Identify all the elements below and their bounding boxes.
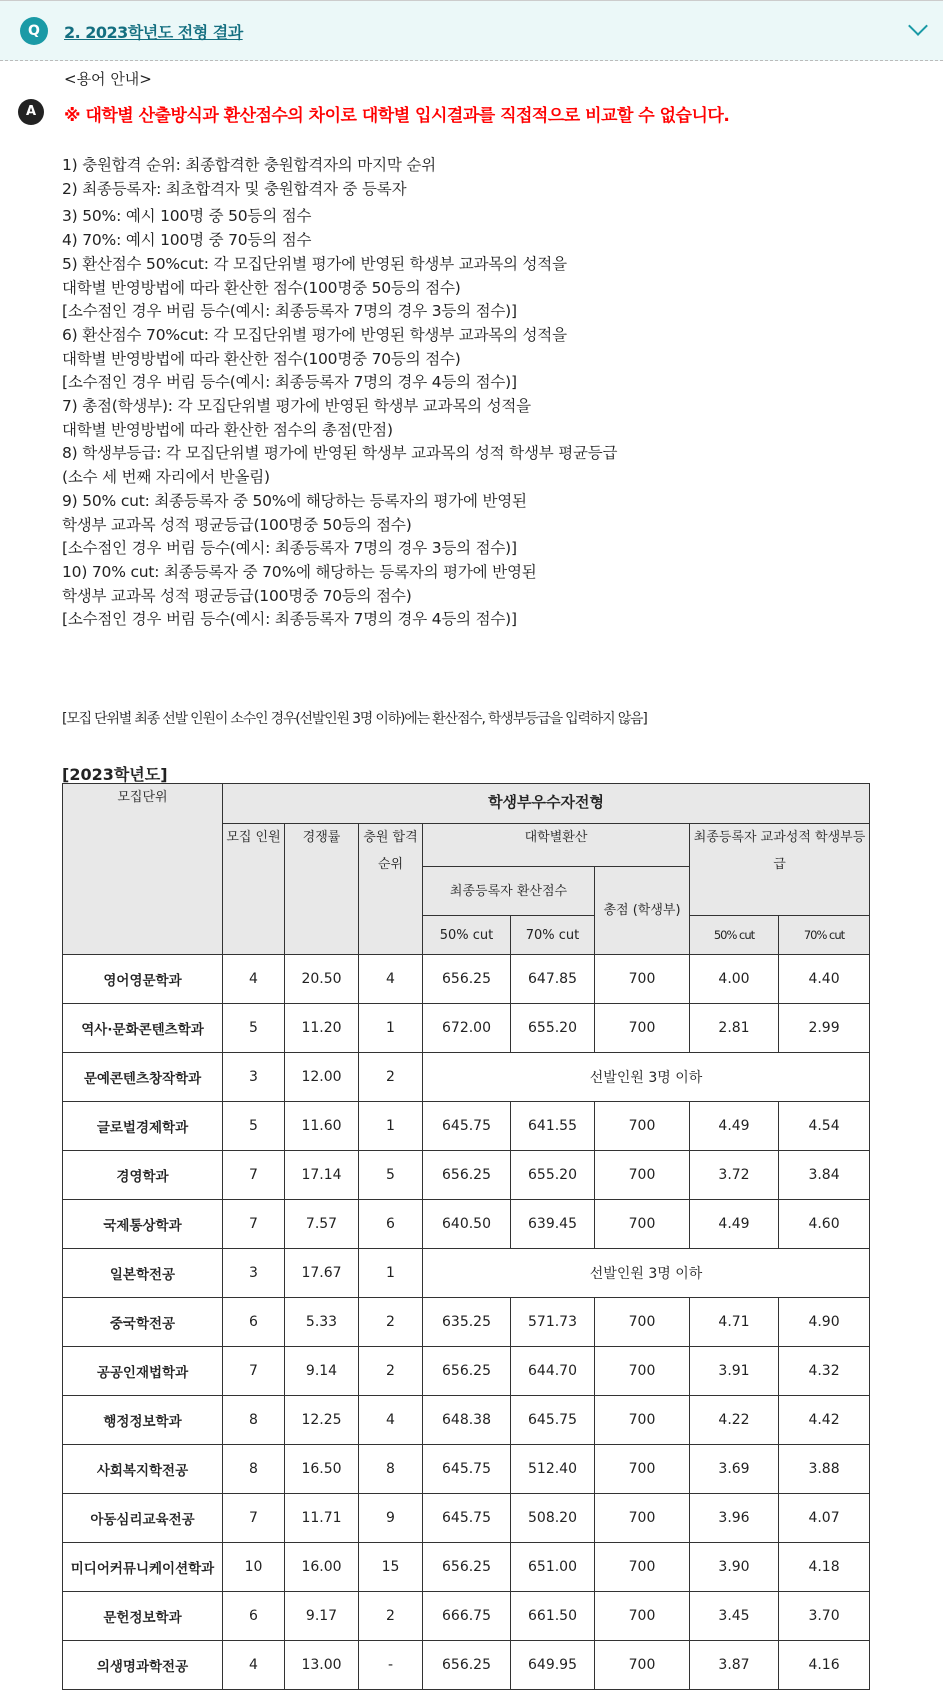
cell: 20.50 — [285, 955, 359, 1004]
unit-name: 경영학과 — [63, 1151, 223, 1200]
cell: 645.75 — [511, 1396, 595, 1445]
cell: 651.00 — [511, 1543, 595, 1592]
unit-name: 국제통상학과 — [63, 1200, 223, 1249]
cell: 1 — [359, 1249, 423, 1298]
cell: 661.50 — [511, 1592, 595, 1641]
cell: 11.71 — [285, 1494, 359, 1543]
cell: 2 — [359, 1053, 423, 1102]
table-row — [63, 1151, 870, 1200]
cell: 17.14 — [285, 1151, 359, 1200]
table-row — [63, 1543, 870, 1592]
unit-name: 중국학전공 — [63, 1298, 223, 1347]
cell: 5 — [223, 1102, 285, 1151]
cell: 700 — [595, 1151, 690, 1200]
cell: 3 — [223, 1249, 285, 1298]
term-line: 10) 70% cut: 최종등록자 중 70%에 해당하는 등록자의 평가에 반영된 — [62, 562, 537, 581]
cell: 3.91 — [690, 1347, 779, 1396]
question-header[interactable] — [0, 0, 943, 61]
unit-name: 행정정보학과 — [63, 1396, 223, 1445]
merged-note: 선발인원 3명 이하 — [423, 1249, 870, 1298]
term-line: 대학별 반영방법에 따라 환산한 점수(100명중 70등의 점수) — [62, 349, 461, 368]
cell: 656.25 — [423, 1641, 511, 1690]
cell: 645.75 — [423, 1494, 511, 1543]
cell: 16.50 — [285, 1445, 359, 1494]
results-table — [62, 783, 870, 1690]
cell: 4.18 — [779, 1543, 870, 1592]
cell: 4.60 — [779, 1200, 870, 1249]
header-ratio: 경쟁률 — [285, 824, 359, 955]
cell: 8 — [359, 1445, 423, 1494]
term-line: [소수점인 경우 버림 등수(예시: 최종등록자 7명의 경우 3등의 점수)] — [62, 539, 517, 558]
cell: 4.07 — [779, 1494, 870, 1543]
terms-heading: <용어 안내> — [64, 70, 152, 88]
cell: 512.40 — [511, 1445, 595, 1494]
cell: 17.67 — [285, 1249, 359, 1298]
cell: 7 — [223, 1347, 285, 1396]
cell: 3.45 — [690, 1592, 779, 1641]
header-grade: 최종등록자 교과성적 학생부등급 — [690, 824, 870, 916]
unit-name: 의생명과학전공 — [63, 1641, 223, 1690]
cell: 641.55 — [511, 1102, 595, 1151]
cell: 12.25 — [285, 1396, 359, 1445]
year-label: [2023학년도] — [62, 765, 168, 784]
cell: 2 — [359, 1592, 423, 1641]
cell: 700 — [595, 1543, 690, 1592]
cell: 9.17 — [285, 1592, 359, 1641]
cell: 4.49 — [690, 1102, 779, 1151]
cell: 700 — [595, 1347, 690, 1396]
table-row — [63, 1200, 870, 1249]
cell: 655.20 — [511, 1151, 595, 1200]
table-row — [63, 1249, 870, 1298]
cell: 7.57 — [285, 1200, 359, 1249]
cell: 700 — [595, 1004, 690, 1053]
term-line: 대학별 반영방법에 따라 환산한 점수(100명중 50등의 점수) — [62, 278, 461, 297]
cell: 700 — [595, 1592, 690, 1641]
cell: 4 — [359, 955, 423, 1004]
cell: 15 — [359, 1543, 423, 1592]
cell: 700 — [595, 1494, 690, 1543]
cell: 700 — [595, 1641, 690, 1690]
cell: 7 — [223, 1494, 285, 1543]
cell: 639.45 — [511, 1200, 595, 1249]
cell: 655.20 — [511, 1004, 595, 1053]
cell: 3.72 — [690, 1151, 779, 1200]
term-line: 5) 환산점수 50%cut: 각 모집단위별 평가에 반영된 학생부 교과목의 성적을 — [62, 254, 567, 273]
header-total: 총점 (학생부) — [595, 867, 690, 955]
unit-name: 영어영문학과 — [63, 955, 223, 1004]
cell: 13.00 — [285, 1641, 359, 1690]
table-row — [63, 1445, 870, 1494]
cell: 672.00 — [423, 1004, 511, 1053]
term-definitions — [62, 154, 617, 632]
table-row — [63, 955, 870, 1004]
cell: 1 — [359, 1004, 423, 1053]
term-line: 9) 50% cut: 최종등록자 중 50%에 해당하는 등록자의 평가에 반영된 — [62, 491, 527, 510]
question-title-link[interactable]: 2. 2023학년도 전형 결과 — [64, 23, 243, 42]
cell: 4.22 — [690, 1396, 779, 1445]
term-line: 6) 환산점수 70%cut: 각 모집단위별 평가에 반영된 학생부 교과목의 성적을 — [62, 325, 567, 344]
cell: 508.20 — [511, 1494, 595, 1543]
term-line: (소수 세 번째 자리에서 반올림) — [62, 468, 270, 487]
cell: 3.88 — [779, 1445, 870, 1494]
cell: 649.95 — [511, 1641, 595, 1690]
cell: 645.75 — [423, 1445, 511, 1494]
term-line: 3) 50%: 예시 100명 중 50등의 점수 — [62, 207, 312, 226]
unit-name: 사회복지학전공 — [63, 1445, 223, 1494]
cell: 2.99 — [779, 1004, 870, 1053]
cell: 7 — [223, 1151, 285, 1200]
cell: 2 — [359, 1298, 423, 1347]
term-line: 1) 충원합격 순위: 최종합격한 충원합격자의 마지막 순위 — [62, 156, 436, 174]
cell: 700 — [595, 1200, 690, 1249]
cell: 3.87 — [690, 1641, 779, 1690]
cell: 5.33 — [285, 1298, 359, 1347]
term-line: 학생부 교과목 성적 평균등급(100명중 70등의 점수) — [62, 586, 412, 605]
unit-name: 문예콘텐츠창작학과 — [63, 1053, 223, 1102]
header-gcut70: 70% cut — [779, 916, 870, 955]
term-line: 7) 총점(학생부): 각 모집단위별 평가에 반영된 학생부 교과목의 성적을 — [62, 397, 531, 416]
header-conv: 최종등록자 환산점수 — [423, 867, 595, 916]
cell: 3.84 — [779, 1151, 870, 1200]
term-line: 2) 최종등록자: 최초합격자 및 충원합격자 중 등록자 — [62, 179, 407, 198]
cell: 635.25 — [423, 1298, 511, 1347]
cell: 2.81 — [690, 1004, 779, 1053]
note-text: [모집 단위별 최종 선발 인원이 소수인 경우(선발인원 3명 이하)에는 환산점수, 학생부등급을 입력하지 않음] — [62, 711, 647, 727]
cell: 3 — [223, 1053, 285, 1102]
unit-name: 일본학전공 — [63, 1249, 223, 1298]
unit-name: 문헌정보학과 — [63, 1592, 223, 1641]
chevron-down-icon[interactable] — [908, 16, 928, 36]
cell: 3.90 — [690, 1543, 779, 1592]
cell: 666.75 — [423, 1592, 511, 1641]
cell: 4.90 — [779, 1298, 870, 1347]
cell: 8 — [223, 1396, 285, 1445]
warning-text: ※ 대학별 산출방식과 환산점수의 차이로 대학별 입시결과를 직접적으로 비교할 수 없습니다. — [64, 106, 730, 126]
cell: 6 — [223, 1592, 285, 1641]
table-row — [63, 1347, 870, 1396]
cell: 647.85 — [511, 955, 595, 1004]
cell: 4.16 — [779, 1641, 870, 1690]
cell: 640.50 — [423, 1200, 511, 1249]
header-cut50: 50% cut — [423, 916, 511, 955]
term-line: 대학별 반영방법에 따라 환산한 점수의 총점(만점) — [62, 420, 393, 439]
cell: 4.32 — [779, 1347, 870, 1396]
cell: 4.71 — [690, 1298, 779, 1347]
unit-name: 역사·문화콘텐츠학과 — [63, 1004, 223, 1053]
unit-name: 공공인재법학과 — [63, 1347, 223, 1396]
merged-note: 선발인원 3명 이하 — [423, 1053, 870, 1102]
table-row — [63, 1053, 870, 1102]
cell: 1 — [359, 1102, 423, 1151]
term-line: 4) 70%: 예시 100명 중 70등의 점수 — [62, 231, 312, 250]
header-univ: 대학별환산 — [423, 824, 690, 867]
cell: 700 — [595, 1298, 690, 1347]
header-quota: 모집 인원 — [223, 824, 285, 955]
term-line: 학생부 교과목 성적 평균등급(100명중 50등의 점수) — [62, 515, 412, 534]
cell: 3.70 — [779, 1592, 870, 1641]
cell: 10 — [223, 1543, 285, 1592]
cell: 7 — [223, 1200, 285, 1249]
cell: 656.25 — [423, 1543, 511, 1592]
unit-name: 글로벌경제학과 — [63, 1102, 223, 1151]
header-unit: 모집단위 — [63, 784, 223, 955]
cell: 5 — [359, 1151, 423, 1200]
term-line: [소수점인 경우 버림 등수(예시: 최종등록자 7명의 경우 4등의 점수)] — [62, 610, 517, 629]
cell: 700 — [595, 1445, 690, 1494]
table-row — [63, 1298, 870, 1347]
table-row — [63, 1396, 870, 1445]
table-row — [63, 1004, 870, 1053]
cell: 700 — [595, 955, 690, 1004]
cell: 656.25 — [423, 1347, 511, 1396]
cell: 700 — [595, 1396, 690, 1445]
table-row — [63, 1641, 870, 1690]
cell: 11.20 — [285, 1004, 359, 1053]
cell: 648.38 — [423, 1396, 511, 1445]
cell: - — [359, 1641, 423, 1690]
answer-badge: A — [18, 99, 44, 125]
header-rank: 충원 합격 순위 — [359, 824, 423, 955]
unit-name: 미디어커뮤니케이션학과 — [63, 1543, 223, 1592]
cell: 3.69 — [690, 1445, 779, 1494]
cell: 11.60 — [285, 1102, 359, 1151]
cell: 4.40 — [779, 955, 870, 1004]
table-row — [63, 1102, 870, 1151]
cell: 700 — [595, 1102, 690, 1151]
term-line: [소수점인 경우 버림 등수(예시: 최종등록자 7명의 경우 3등의 점수)] — [62, 302, 517, 321]
table-row — [63, 1592, 870, 1641]
cell: 571.73 — [511, 1298, 595, 1347]
cell: 4.54 — [779, 1102, 870, 1151]
cell: 9.14 — [285, 1347, 359, 1396]
cell: 4 — [223, 955, 285, 1004]
cell: 4 — [359, 1396, 423, 1445]
cell: 645.75 — [423, 1102, 511, 1151]
cell: 6 — [359, 1200, 423, 1249]
cell: 12.00 — [285, 1053, 359, 1102]
header-cut70: 70% cut — [511, 916, 595, 955]
header-gcut50: 50% cut — [690, 916, 779, 955]
table-row — [63, 1494, 870, 1543]
cell: 4.42 — [779, 1396, 870, 1445]
cell: 16.00 — [285, 1543, 359, 1592]
term-line: 8) 학생부등급: 각 모집단위별 평가에 반영된 학생부 교과목의 성적 학생부 평균등급 — [62, 444, 618, 463]
cell: 3.96 — [690, 1494, 779, 1543]
cell: 4.49 — [690, 1200, 779, 1249]
cell: 6 — [223, 1298, 285, 1347]
question-badge: Q — [20, 17, 48, 45]
unit-name: 아동심리교육전공 — [63, 1494, 223, 1543]
header-type: 학생부우수자전형 — [223, 784, 870, 824]
cell: 2 — [359, 1347, 423, 1396]
cell: 5 — [223, 1004, 285, 1053]
cell: 4 — [223, 1641, 285, 1690]
cell: 656.25 — [423, 955, 511, 1004]
cell: 4.00 — [690, 955, 779, 1004]
term-line: [소수점인 경우 버림 등수(예시: 최종등록자 7명의 경우 4등의 점수)] — [62, 373, 517, 392]
cell: 9 — [359, 1494, 423, 1543]
cell: 656.25 — [423, 1151, 511, 1200]
cell: 8 — [223, 1445, 285, 1494]
cell: 644.70 — [511, 1347, 595, 1396]
